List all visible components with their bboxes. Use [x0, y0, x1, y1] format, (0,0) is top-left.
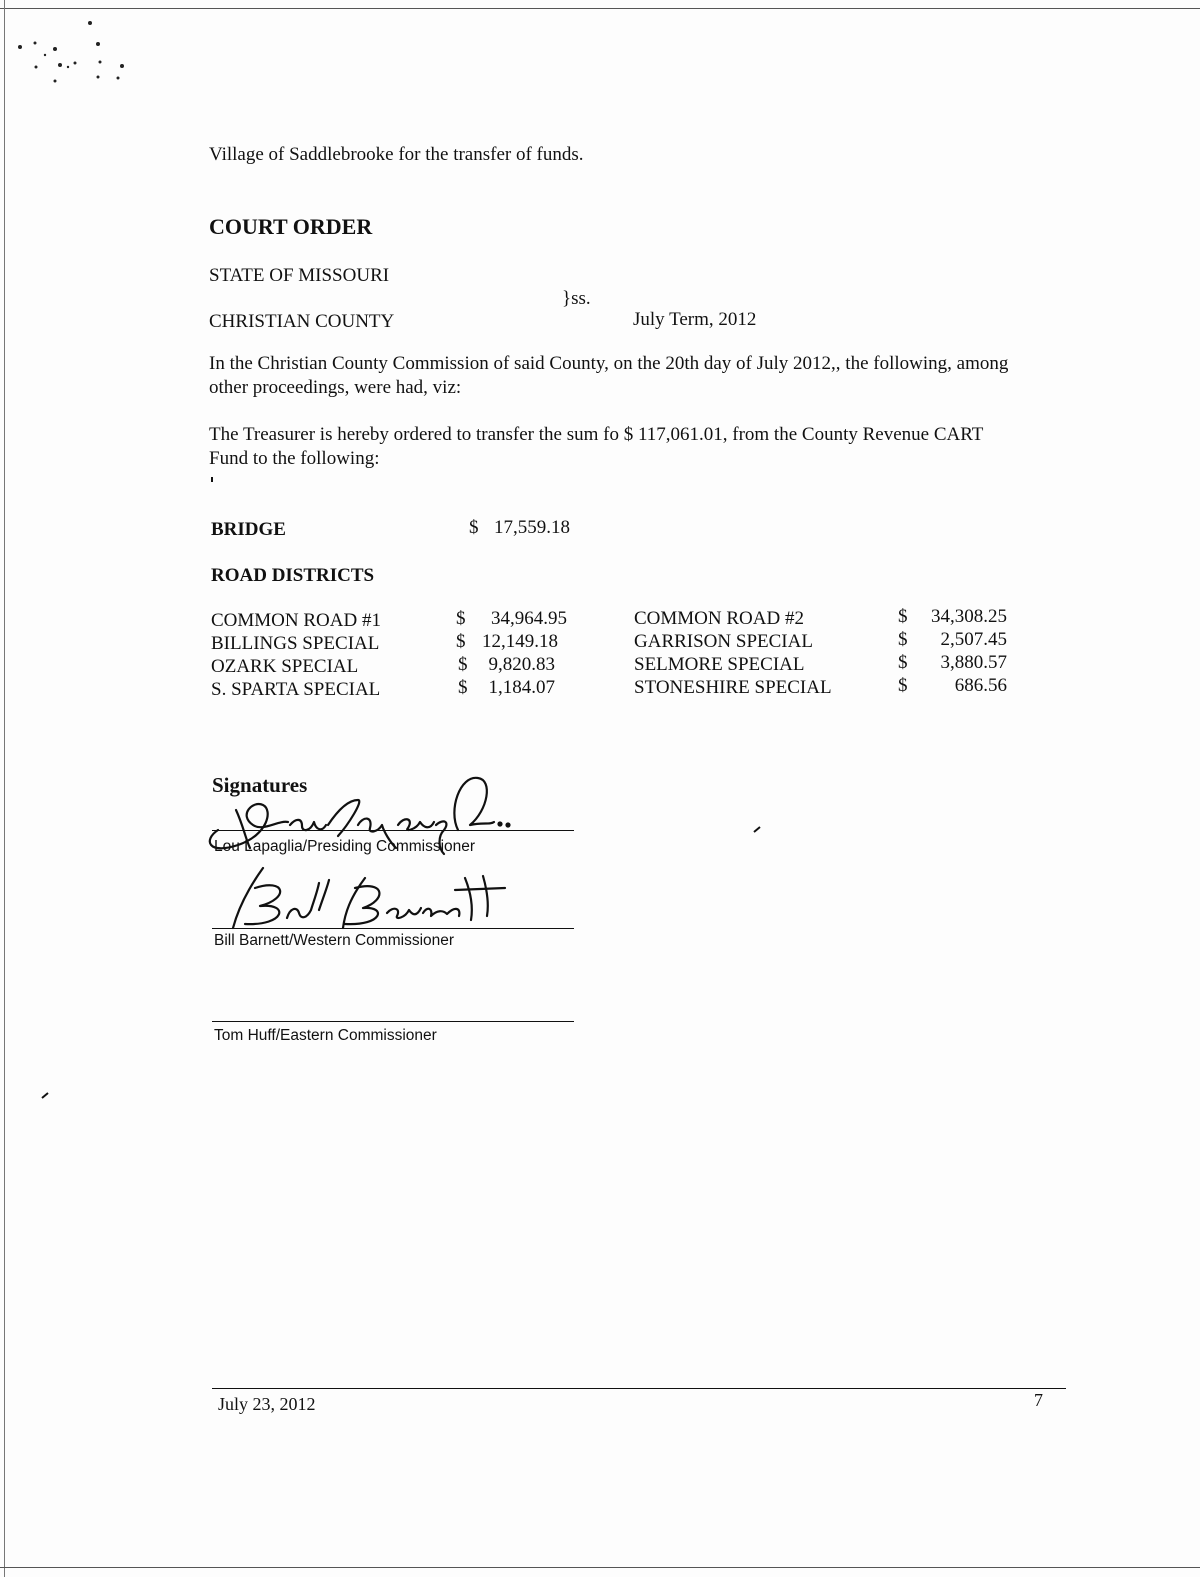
scan-speckles-graphic: [0, 15, 140, 95]
state-label: STATE OF MISSOURI: [209, 265, 390, 286]
bridge-amount: 17,559.18: [494, 517, 570, 538]
district-name: COMMON ROAD #1: [211, 610, 381, 631]
top-edge-line: [0, 8, 1200, 9]
signer-caption: Lou Lapaglia/Presiding Commissioner: [214, 838, 476, 855]
signature-bill-barnett: [215, 858, 515, 938]
page-title: COURT ORDER: [209, 214, 373, 239]
left-edge-line: [4, 0, 5, 1577]
signer-caption: Tom Huff/Eastern Commissioner: [214, 1027, 437, 1044]
page-number: 7: [1034, 1390, 1043, 1410]
district-name: STONESHIRE SPECIAL: [634, 677, 832, 698]
bridge-currency: $: [469, 517, 479, 538]
term-label: July Term, 2012: [633, 309, 757, 330]
signature-line: [212, 928, 574, 929]
signature-line: [212, 830, 574, 831]
district-currency: $: [898, 629, 908, 650]
district-name: COMMON ROAD #2: [634, 608, 804, 629]
speck-mark: [752, 824, 764, 834]
district-amount: 686.56: [954, 675, 1007, 696]
proceedings-line-1: In the Christian County Commission of said County, on the 20th day of July 2012,, the following, among: [209, 353, 1009, 374]
transfer-line-1: The Treasurer is hereby ordered to transfer the sum fo $ 117,061.01, from the County Revenue CART: [209, 424, 984, 445]
signature-line: [212, 1021, 574, 1022]
district-amount: 3,880.57: [940, 652, 1007, 673]
transfer-line-2: Fund to the following:: [209, 448, 380, 469]
district-currency: $: [898, 675, 908, 696]
bridge-label: BRIDGE: [211, 519, 286, 540]
district-currency: $: [898, 606, 908, 627]
footer-rule: [212, 1388, 1066, 1389]
district-amount: 12,149.18: [482, 631, 558, 652]
speck-mark: [40, 1090, 52, 1100]
district-name: GARRISON SPECIAL: [634, 631, 813, 652]
district-currency: $: [456, 631, 466, 652]
signatures-heading: Signatures: [212, 773, 308, 797]
road-districts-heading: ROAD DISTRICTS: [211, 565, 375, 586]
speck-mark: [210, 476, 216, 484]
signer-caption: Bill Barnett/Western Commissioner: [214, 932, 455, 949]
district-name: BILLINGS SPECIAL: [211, 633, 380, 654]
district-amount: 34,964.95: [491, 608, 567, 629]
ss-label: }ss.: [562, 288, 591, 309]
district-amount: 1,184.07: [488, 677, 555, 698]
district-amount: 9,820.83: [488, 654, 555, 675]
district-currency: $: [458, 654, 468, 675]
district-currency: $: [456, 608, 466, 629]
district-currency: $: [898, 652, 908, 673]
district-amount: 34,308.25: [931, 606, 1007, 627]
district-currency: $: [458, 677, 468, 698]
proceedings-line-2: other proceedings, were had, viz:: [209, 377, 462, 398]
district-name: OZARK SPECIAL: [211, 656, 359, 677]
footer-date: July 23, 2012: [218, 1394, 316, 1414]
district-name: SELMORE SPECIAL: [634, 654, 805, 675]
county-label: CHRISTIAN COUNTY: [209, 311, 395, 332]
district-name: S. SPARTA SPECIAL: [211, 679, 381, 700]
bottom-edge-line: [0, 1567, 1200, 1568]
intro-line: Village of Saddlebrooke for the transfer of funds.: [209, 144, 584, 165]
district-amount: 2,507.45: [940, 629, 1007, 650]
